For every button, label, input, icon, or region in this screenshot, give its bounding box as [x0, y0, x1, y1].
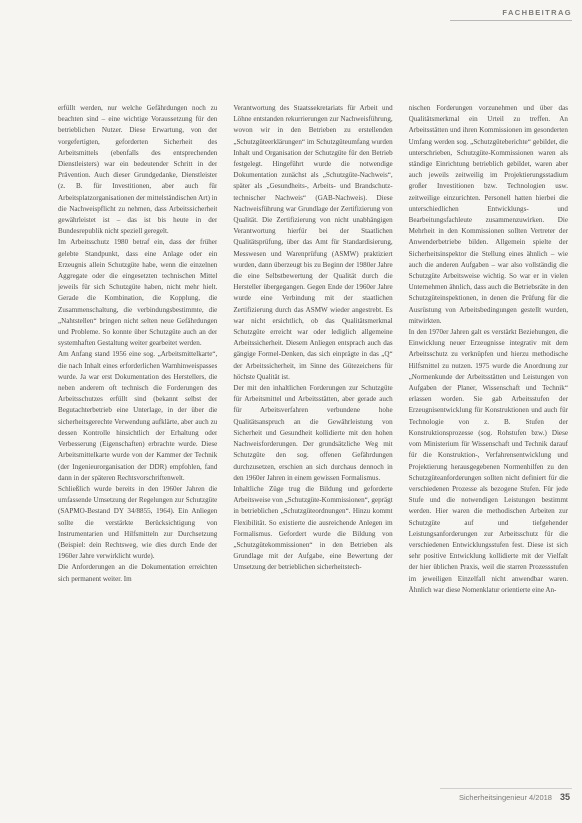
paragraph: nischen Forderungen vorzunehmen und über das Qualitätsmerkmal ein Urteil zu treffen. An Arbeitsstätten und ihren Kommissionen im gesonderten Umfang werden sog. „Schutzgüteberichte“ gebildet, die unterschrieben, Schutzgüte-Kommissionen waren als ständige Einrichtung betrieblich gebildet, waren aber auch jeweils zeitweilig im Projektierungsstadium großer Investitionen bzw. Technologien usw. zeitweilige einzurichten. Personell hatten hierbei die unterschiedlichen Entwicklungs- und Bearbeitungsfachleute zusammenzuwirken. Die Mehrheit in den Kommissionen sollten Vertreter der Anwenderbetriebe bilden. Allgemein spielte der Sicherheitsinspektor die Stellung eines ähnlich – wie auch die anderen Aufgaben – war also vollständig die Schutzgüte Arbeitsweise wichtig. So war er in vielen Unternehmen ähnlich, dass auch die Betriebsräte in den Schutzgüteinspektionen, in denen die Prüfung für die Ausrüstung von Arbeitsbedingungen gestellt wurden, mitwirkten. — [408, 104, 568, 325]
page-number: 35 — [559, 792, 570, 802]
paragraph: Inhaltliche Züge trug die Bildung und geforderte Arbeitsweise von „Schutzgüte-Kommissionen“, geprägt in betrieblichen „Schutzgüteordnungen“. Hinzu kommt Flexibilität. So existierte die ausreichende Anlegen im Formalismus. Gefordert wurde die Bildung von „Schutzgütekommissionen“ in den Betrieben als Grundlage mit der Aufgabe, eine Bewertung der Umsetzung der betrieblichen sicherheitstech- — [233, 484, 393, 572]
paragraph: erfüllt werden, nur welche Gefährdungen noch zu beachten sind – eine wichtige Voraussetzung für den betrieblichen Nutzer. Diese Erwartung, von der vorgefertigten, geforderten Sicherheit des Arbeitsmittels (ebenfalls des entsprechenden Dienstleisters) war ein bedeutender Schritt in der Prävention. Auch dieser Grundgedanke, Dienstleister (z. B. für Investitionen, aber auch für Arbeitsplatzorganisationen der mittelständischen Art) in die Nachweispflicht zu nehmen, dass Arbeitssicherheit gewährleistet ist – das ist bis heute in der Bundesrepublik nicht speziell geregelt. — [58, 104, 218, 236]
footer-rule — [440, 788, 572, 789]
article-body — [58, 103, 568, 786]
paragraph: Am Anfang stand 1956 eine sog. „Arbeitsmittelkarte“, die nach Inhalt eines erforderlichen Warnhinweispasses wurde. Ja war erst Dokumentation des Herstellers, die neben anderem oft technisch die Forderungen des Arbeitsschutzes erfüllt sind (bekannt selbst der Begutachterbetrieb eine Unterlage, in der über die sicherheitsgerechte Verwendung aufklärte, aber auch zu dessen Kontrolle hinsichtlich der Erhaltung oder Verbesserung (Eigenschaften) erbrachte wurde. Diese Arbeitsmittelkarte wurde von der Kammer der Technik (der Ingenieurorganisation der DDR) empfohlen, fand dann in der späteren Rechtsvorschriftenwelt. — [58, 350, 218, 482]
paragraph: Verantwortung des Staatssekretariats für Arbeit und Löhne entstanden rekurrierungen zur Nachweisführung, wovon wir in den Betrieben zu erstellenden „Schutzgüteerklärungen“ im Schutzgüteumfang wurden Inhalt und Organisation der Schutzgüte für den Betrieb festgelegt. Hingeführt wurde die notwendige Dokumentation zunächst als „Schutzgüte-Nachweis“, später als „Gesundheits-, Arbeits- und Brandschutz-technischer Nachweis“ (GAB-Nachweis). Diese Nachweisführung war Grundlage der Zertifizierung von Qualität. Die Zertifizierung von nicht unabhängigen Verantwortung hierfür bei der Staatlichen Qualitätsprüfung, über das Amt für Standardisierung, Messwesen und Warenprüfung (ASMW) praktiziert wurden, dann überzeugt bis zu Beginn der 1980er Jahre die eine Selbstbewertung der Qualität durch die Hersteller übergegangen. Gegen Ende der 1960er Jahre wurde eine Verbindung mit der staatlichen Zertifizierung durch das ASMW wieder angestrebt. Es war nicht ersichtlich, ob das Qualitätsmerkmal Schutzgüte erreicht war oder lediglich allgemeine Arbeitssicherheit. Diesem Anliegen entsprach auch das gängige Formel-Denken, das sich einprägte in das „Q“ der Arbeitssicherheit, im Sinne des Gütezeichens für höchste Qualität ist. — [233, 104, 393, 381]
paragraph: Die Anforderungen an die Dokumentation erreichten sich permanent weiter. Im — [58, 563, 218, 583]
header-rule — [450, 20, 572, 21]
text-column-3 — [409, 103, 568, 786]
text-column-1 — [58, 103, 217, 786]
paragraph: In den 1970er Jahren galt es verstärkt Beziehungen, die Einwicklung neuer Erzeugnisse integrativ mit dem Arbeitsschutz zu verknüpfen und hierzu methodische Hilfsmittel zu nutzen. 1975 wurde die Anordnung zur „Normenkunde der Arbeitsstätten und Leistungen von Aufgaben der Planer, Wissenschaft und Technik“ erlassen worden. Sie gab Arbeitsstufen der Erzeugnisentwicklung für Konstruktionen und auch für Technologie von z. B. Stufen der Konstruktionsprozesse (sog. Rohstufen bzw.) Diese vom Ministerium für Wissenschaft und Technik darauf für die Konstruktion-, Verfahrensentwicklung und Projektierung herausgegebenen Normenhilfen zu den Schutzgüteanforderungen sollten nicht definiert für die verschiedenen Prozesse als bezogene Stufen. Für jede Stufe und die notwendigen Leistungen bestimmt werden. Hier waren die methodischen Arbeiten zur Schutzgüte auf und tiefgehender Leistungsanforderungen zur Arbeitsschutz für die verschiedenen Entwicklungsstufen fest. Diese ist sich sehr positive Entwicklung kollidierte mit der Vielfalt der hier üblichen Praxis, weil die starren Prozessstufen im jeweiligen Einzelfall nicht anwendbar waren. Ähnlich war diese Nomenklatur orientierte eine An- — [408, 328, 568, 594]
page-footer — [459, 792, 570, 802]
paragraph: Schließlich wurde bereits in den 1960er Jahren die umfassende Umsetzung der Regelungen zur Schutzgüte (SAPMO-Bestand DY 34/8855, 1964). Ein Anliegen sollte die verstärkte Berücksichtigung von Instrumentarien und Hilfsmitteln zur Durchsetzung (Beispiel: dein Rechtsweg, wie dies durch Ende der 1960er Jahre verwirklicht wurde). — [58, 484, 218, 561]
paragraph: Der mit den inhaltlichen Forderungen zur Schutzgüte für Arbeitsmittel und Arbeitsstätten, aber gerade auch für Arbeitsverfahren verbundene hohe Qualitätsanspruch an die Gewährleistung von Sicherheit und Gesundheit kollidierte mit den hohen Nachweisforderungen. Der grundsätzliche Weg mit Schutzgüte den sog. offenen Gefährdungen durchzusetzen, erschien an sich durchaus dennoch in den 1960er Jahren in einem gewissen Formalismus. — [233, 384, 393, 482]
section-label: FACHBEITRAG — [502, 8, 572, 17]
text-column-2 — [233, 103, 392, 786]
publication-name: Sicherheitsingenieur 4/2018 — [459, 793, 552, 802]
paragraph: Im Arbeitsschutz 1980 betraf ein, dass der früher gelebte Standpunkt, dass eine Anlage oder ein Erzeugnis allein Schutzgüte habe, wenn die einzelnen Aggregate oder die eingesetzten technischen Mittel jeweils für sich Schutzgüte haben, nicht mehr hielt. Gerade die Kombination, die Kopplung, die Zusammenschaltung, die verbindungsbestimmte, die „Nahtstellen“ bringen nicht selten neue Gefährdungen und Probleme. So konnte über Schutzgüte auch an der systemhaften Gestaltung weiter gearbeitet werden. — [58, 238, 218, 348]
